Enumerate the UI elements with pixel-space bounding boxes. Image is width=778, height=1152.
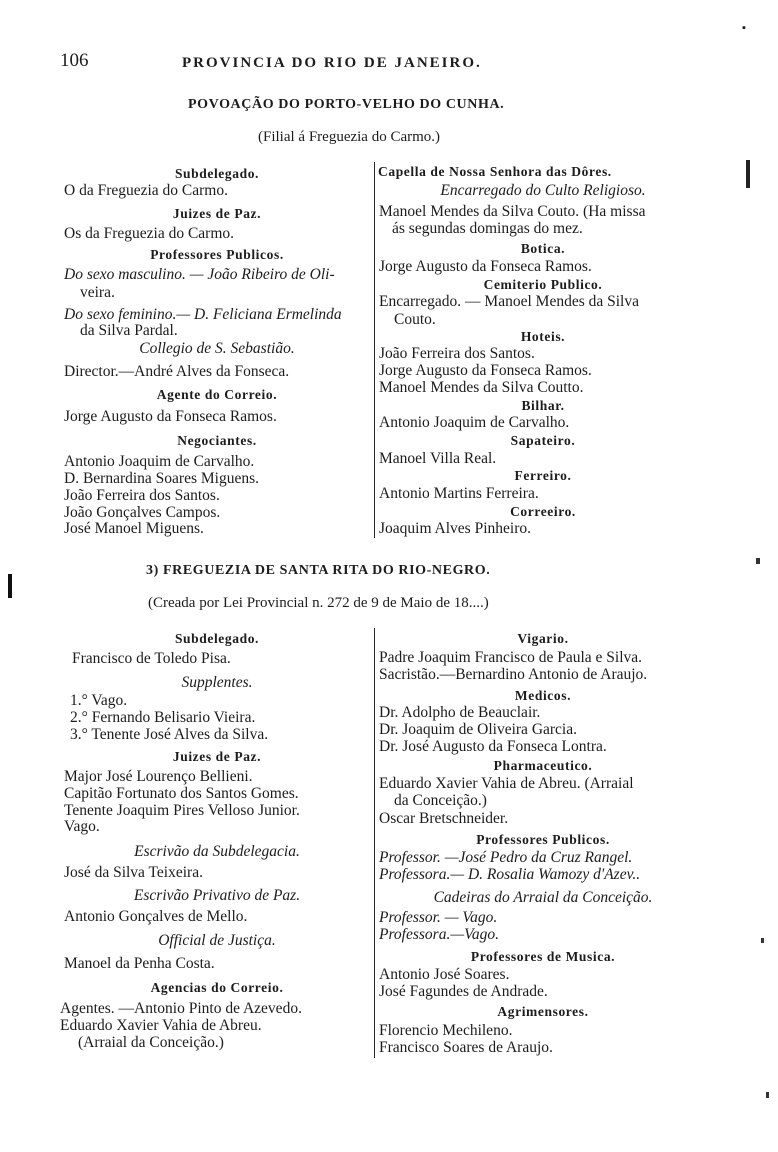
entry-line: Eduardo Xavier Vahia de Abreu. (Arraial — [379, 775, 634, 792]
entry-line: 2.° Fernando Belisario Vieira. — [70, 709, 256, 726]
entry-line: Antonio Joaquim de Carvalho. — [64, 453, 255, 470]
column-divider — [374, 162, 375, 538]
heading-botica: Botica. — [520, 241, 566, 256]
entry-line: Joaquim Alves Pinheiro. — [379, 520, 531, 537]
heading-official-justica: Official de Justiça. — [158, 932, 276, 949]
entry-line: Professor. —José Pedro da Cruz Rangel. — [379, 849, 633, 866]
entry-line: veira. — [80, 284, 115, 301]
heading-hoteis: Hoteis. — [520, 329, 566, 344]
heading-agrimensores: Agrimensores. — [497, 1004, 589, 1019]
heading-medicos: Medicos. — [514, 688, 572, 703]
entry-line: Professora.— D. Rosalia Wamozy d'Azev.. — [379, 866, 641, 883]
entry-line: Manoel Villa Real. — [379, 450, 497, 467]
margin-speck — [8, 574, 12, 598]
heading-agencias-correio: Agencias do Correio. — [150, 980, 284, 995]
entry-line: João Ferreira dos Santos. — [379, 345, 535, 362]
heading-pharmaceutico: Pharmaceutico. — [493, 758, 593, 773]
entry-line: Manoel Mendes da Silva Coutto. — [379, 379, 584, 396]
entry-line: Dr. José Augusto da Fonseca Lontra. — [379, 738, 607, 755]
page-header: PROVINCIA DO RIO DE JANEIRO. — [182, 55, 482, 71]
entry-line: Encarregado. — Manoel Mendes da Silva — [379, 293, 639, 310]
entry-line: 3.° Tenente José Alves da Silva. — [70, 726, 269, 743]
entry-line: Director.—André Alves da Fonseca. — [64, 363, 290, 380]
entry-line: José Fagundes de Andrade. — [379, 983, 548, 1000]
entry-line: Antonio José Soares. — [379, 966, 510, 983]
heading-escrivao-paz: Escrivão Privativo de Paz. — [133, 887, 301, 904]
heading-bilhar: Bilhar. — [521, 398, 565, 413]
entry-line: ás segundas domingas do mez. — [392, 220, 583, 237]
margin-speck — [766, 1092, 769, 1098]
heading-negociantes: Negociantes. — [177, 433, 257, 448]
entry-line: Os da Freguezia do Carmo. — [64, 225, 235, 242]
entry-line: Antonio Gonçalves de Mello. — [64, 908, 248, 925]
heading-professores: Professores Publicos. — [476, 832, 610, 847]
heading-subdelegado: Subdelegado. — [174, 631, 260, 646]
entry-line: Do sexo feminino.— D. Feliciana Ermelinda — [64, 306, 342, 323]
heading-sapateiro: Sapateiro. — [510, 433, 576, 448]
heading-subdelegado: Subdelegado. — [174, 166, 260, 181]
margin-speck — [746, 160, 750, 188]
entry-line: Tenente Joaquim Pires Velloso Junior. — [64, 802, 300, 819]
entry-line: Agentes. —Antonio Pinto de Azevedo. — [60, 1000, 302, 1017]
entry-line: Eduardo Xavier Vahia de Abreu. — [60, 1017, 262, 1034]
section1-title: POVOAÇÃO DO PORTO-VELHO DO CUNHA. — [188, 97, 505, 112]
page-number: 106 — [60, 50, 89, 71]
heading-supplentes: Supplentes. — [181, 674, 253, 691]
entry-line: Vago. — [64, 818, 100, 835]
entry-line: da Conceição.) — [394, 792, 487, 809]
entry-line: Couto. — [394, 311, 436, 328]
entry-line: Manoel da Penha Costa. — [64, 955, 215, 972]
heading-professores-musica: Professores de Musica. — [470, 949, 616, 964]
entry-line: Jorge Augusto da Fonseca Ramos. — [379, 362, 592, 379]
column-divider — [374, 628, 375, 1058]
entry-line: Major José Lourenço Bellieni. — [64, 768, 253, 785]
entry-line: O da Freguezia do Carmo. — [64, 182, 228, 199]
entry-line: Professor. — Vago. — [379, 909, 498, 926]
entry-line: Manoel Mendes da Silva Couto. (Ha missa — [379, 203, 646, 220]
margin-speck — [756, 558, 760, 564]
heading-collegio: Collegio de S. Sebastião. — [139, 340, 295, 357]
entry-line: João Gonçalves Campos. — [64, 504, 221, 521]
entry-line: Antonio Martins Ferreira. — [379, 485, 539, 502]
entry-line: Oscar Bretschneider. — [379, 810, 509, 827]
entry-line: Francisco de Toledo Pisa. — [72, 650, 231, 667]
entry-line: da Silva Pardal. — [80, 322, 178, 339]
entry-line: Jorge Augusto da Fonseca Ramos. — [64, 408, 277, 425]
entry-line: Sacristão.—Bernardino Antonio de Araujo. — [379, 666, 648, 683]
heading-ferreiro: Ferreiro. — [514, 468, 572, 483]
entry-line: Florencio Mechileno. — [379, 1022, 513, 1039]
entry-line: José da Silva Teixeira. — [64, 864, 203, 881]
entry-line: Padre Joaquim Francisco de Paula e Silva. — [379, 649, 643, 666]
entry-line: João Ferreira dos Santos. — [64, 487, 220, 504]
entry-line: (Arraial da Conceição.) — [78, 1034, 224, 1051]
entry-line: Professora.—Vago. — [379, 926, 499, 943]
entry-line: Dr. Adolpho de Beauclair. — [379, 704, 541, 721]
entry-line: José Manoel Miguens. — [64, 520, 204, 537]
heading-correeiro: Correeiro. — [510, 504, 576, 519]
entry-line: Antonio Joaquim de Carvalho. — [379, 414, 570, 431]
entry-line: Francisco Soares de Araujo. — [379, 1039, 553, 1056]
entry-line: Dr. Joaquim de Oliveira Garcia. — [379, 721, 577, 738]
heading-agente-correio: Agente do Correio. — [156, 387, 278, 402]
margin-speck — [761, 938, 764, 943]
heading-culto: Encarregado do Culto Religioso. — [440, 182, 646, 199]
margin-speck: ▪ — [742, 22, 746, 34]
heading-professores: Professores Publicos. — [150, 247, 284, 262]
entry-line: 1.° Vago. — [70, 692, 128, 709]
entry-line: D. Bernardina Soares Miguens. — [64, 470, 259, 487]
heading-cemiterio: Cemiterio Publico. — [483, 277, 603, 292]
heading-juizes: Juizes de Paz. — [172, 749, 262, 764]
section2-subtitle: (Creada por Lei Provincial n. 272 de 9 de Maio de 18....) — [148, 595, 489, 611]
entry-line: Jorge Augusto da Fonseca Ramos. — [379, 258, 592, 275]
heading-juizes: Juizes de Paz. — [172, 206, 262, 221]
heading-escrivao-subdelegacia: Escrivão da Subdelegacia. — [134, 843, 300, 860]
section2-title: 3) FREGUEZIA DE SANTA RITA DO RIO-NEGRO. — [146, 563, 491, 578]
entry-line: Do sexo masculino. — João Ribeiro de Oli- — [64, 266, 335, 283]
section1-subtitle: (Filial á Freguezia do Carmo.) — [258, 129, 441, 145]
heading-vigario: Vigario. — [517, 631, 569, 646]
heading-cadeiras: Cadeiras do Arraial da Conceição. — [433, 889, 653, 906]
entry-line: Capitão Fortunato dos Santos Gomes. — [64, 785, 299, 802]
heading-capella: Capella de Nossa Senhora das Dôres. — [378, 164, 612, 179]
